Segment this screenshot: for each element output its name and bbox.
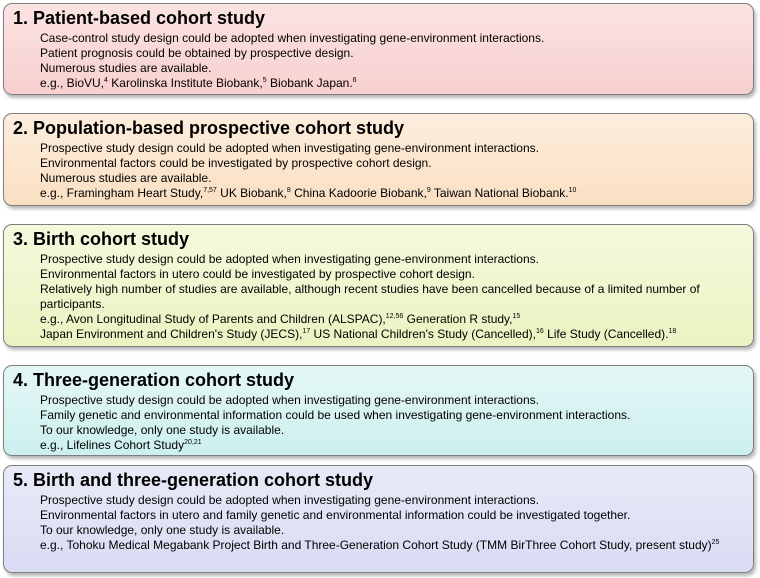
example-text: UK Biobank, (216, 186, 287, 200)
box-line: Prospective study design could be adopted when investigating gene-environment interactions. (40, 252, 539, 266)
box-title: 5. Birth and three-generation cohort study (13, 470, 374, 490)
box-title: 3. Birth cohort study (13, 229, 190, 249)
box-line: Patient prognosis could be obtained by prospective design. (40, 46, 354, 60)
box-line: Numerous studies are available. (40, 171, 212, 185)
cohort-box-population-based (3, 113, 754, 206)
box-line: Environmental factors in utero could be investigated by prospective cohort design. (40, 267, 475, 281)
example-text: Japan Environment and Children's Study (JECS), (40, 327, 303, 341)
citation-superscript: 7,57 (203, 187, 217, 194)
citation-superscript: 9 (426, 187, 431, 194)
example-text: Life Study (Cancelled). (543, 327, 669, 341)
citation-superscript: 15 (512, 313, 521, 320)
box-line: Environmental factors could be investigated by prospective cohort design. (40, 156, 432, 170)
box-line: Family genetic and environmental information could be used when investigating gene-environment interactions. (40, 408, 631, 422)
box-title: 1. Patient-based cohort study (13, 8, 266, 28)
citation-superscript: 20,21 (184, 439, 202, 446)
example-text: e.g., Avon Longitudinal Study of Parents and Children (ALSPAC), (40, 312, 386, 326)
box-example-line (40, 327, 753, 342)
citation-superscript: 12,56 (385, 313, 404, 320)
box-line: To our knowledge, only one study is available. (40, 423, 285, 437)
citation-superscript: 8 (286, 187, 291, 194)
citation-superscript: 18 (668, 328, 677, 335)
example-text: Taiwan National Biobank. (430, 186, 569, 200)
example-text: US National Children's Study (Cancelled), (310, 327, 536, 341)
citation-superscript: 5 (262, 77, 267, 84)
box-line: Case-control study design could be adopted when investigating gene-environment interactions. (40, 31, 545, 45)
example-text: e.g., Lifelines Cohort Study (40, 438, 185, 452)
box-line: Prospective study design could be adopted when investigating gene-environment interactions. (40, 141, 539, 155)
box-example-line (40, 312, 753, 327)
box-line: Numerous studies are available. (40, 61, 212, 75)
box-example-line (40, 186, 753, 201)
citation-superscript: 16 (535, 328, 544, 335)
cohort-box-patient-based (3, 3, 754, 95)
box-line: Environmental factors in utero and family genetic and environmental information could be investigated together. (40, 508, 631, 522)
cohort-box-three-generation (3, 365, 754, 456)
box-title: 2. Population-based prospective cohort study (13, 118, 405, 138)
example-text: Karolinska Institute Biobank, (107, 76, 263, 90)
box-line: To our knowledge, only one study is available. (40, 523, 285, 537)
citation-superscript: 4 (104, 77, 108, 84)
example-text: e.g., BioVU, (40, 76, 105, 90)
example-text: China Kadoorie Biobank, (290, 186, 427, 200)
box-line: Prospective study design could be adopted when investigating gene-environment interactions. (40, 393, 539, 407)
box-example-line (40, 76, 753, 91)
example-text: e.g., Tohoku Medical Megabank Project Birth and Three-Generation Cohort Study (TMM BirThree Cohort Study, present study) (40, 538, 712, 552)
box-example-line (40, 538, 741, 553)
cohort-box-birth-three-generation (3, 465, 754, 573)
citation-superscript: 10 (568, 187, 577, 194)
box-line: Prospective study design could be adopted when investigating gene-environment interactions. (40, 493, 539, 507)
citation-superscript: 6 (352, 77, 357, 84)
cohort-box-birth (3, 224, 754, 347)
box-title: 4. Three-generation cohort study (13, 370, 295, 390)
box-line: Relatively high number of studies are available, although recent studies have been cancelled because of a limited number of participants. (40, 282, 700, 311)
citation-superscript: 25 (711, 539, 720, 546)
box-example-line (40, 438, 753, 453)
citation-superscript: 17 (302, 328, 311, 335)
example-text: Biobank Japan. (266, 76, 353, 90)
example-text: e.g., Framingham Heart Study, (40, 186, 204, 200)
example-text: Generation R study, (403, 312, 513, 326)
